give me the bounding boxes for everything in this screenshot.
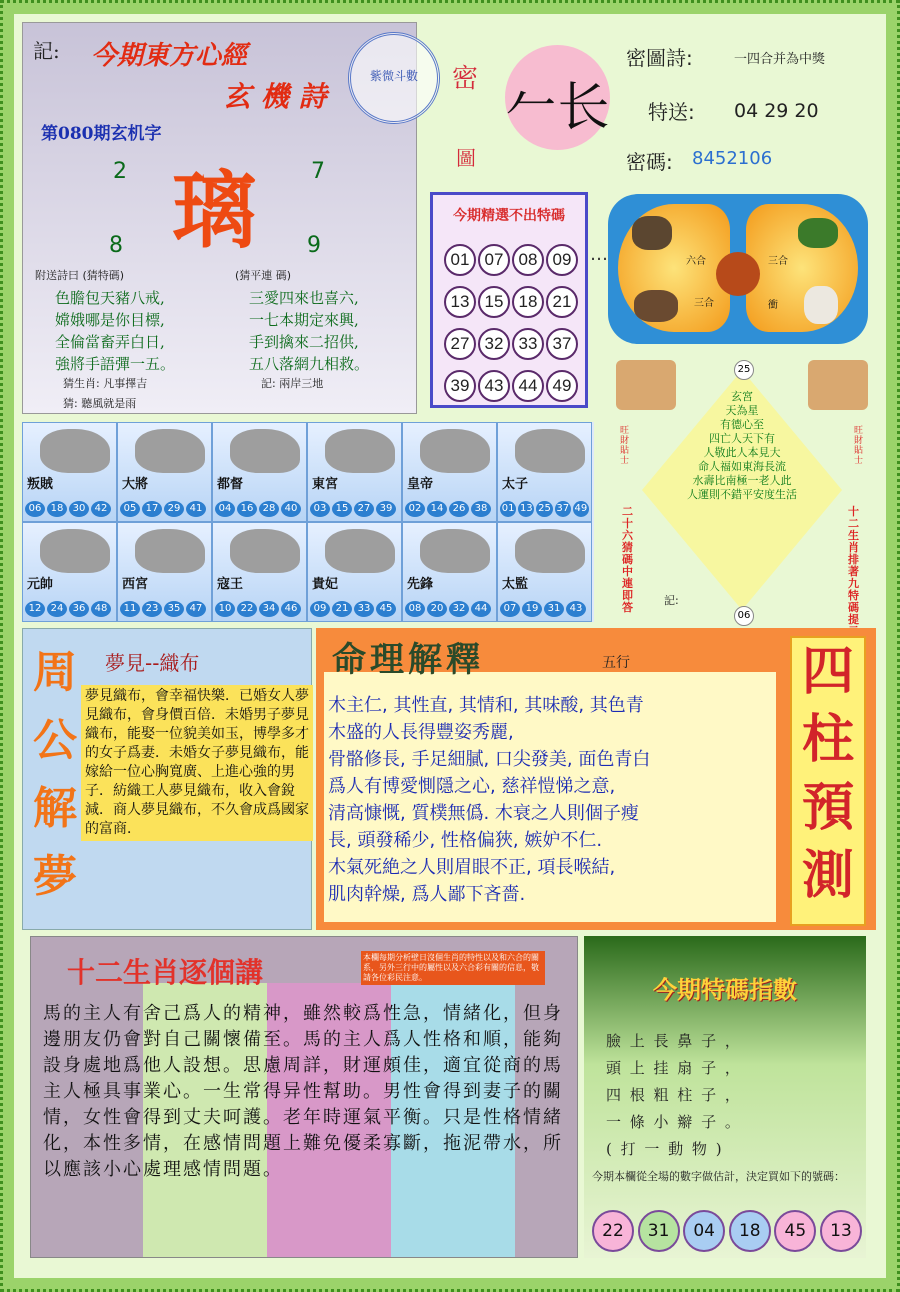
- zodiac-numbers: [120, 601, 209, 617]
- hex-label: 衝: [768, 300, 778, 311]
- zodiac-numbers: [405, 601, 494, 617]
- zodiac-name: 皇帝: [407, 477, 434, 492]
- poem-left-foot2: 猜: 聽風就是雨: [63, 397, 137, 410]
- zodiac-name: 貴妃: [312, 577, 339, 592]
- zodiac-number: 48: [91, 601, 111, 617]
- poem-line: 強將手語彈一五。: [55, 355, 176, 373]
- index-number: 22: [592, 1210, 634, 1252]
- zodiac-number: 40: [281, 501, 301, 517]
- secret-glyph: 𠂉长: [505, 78, 610, 138]
- poem-line: 嫦娥哪是你目標,: [55, 311, 165, 329]
- pick-number: 18: [512, 286, 544, 318]
- index-note: 今期本欄從全場的數字做估計，決定買如下的號碼：: [592, 1170, 845, 1183]
- poem-left-foot1: 猜生肖: 凡事擇吉: [63, 377, 148, 390]
- zodiac-name: 叛賊: [27, 477, 54, 492]
- picks-grid: [443, 239, 583, 407]
- poem-line: 五八落網九相救。: [249, 355, 370, 373]
- index-panel: [584, 936, 866, 1258]
- fate-subtitle: 五行: [602, 655, 630, 671]
- dream-title: 夢見--織布: [105, 651, 200, 675]
- zodiac-number: 45: [376, 601, 396, 617]
- horse-icon: [632, 216, 672, 250]
- corner-num-bl: 8: [109, 233, 123, 258]
- fate-line: 肌肉幹燥, 爲人鄙下吝嗇.: [328, 884, 526, 905]
- zodiac-number: 43: [566, 601, 586, 617]
- pick-number: 01: [444, 244, 476, 276]
- twelve-panel: [30, 936, 578, 1258]
- zodiac-number: 13: [518, 501, 534, 517]
- zodiac-number: 25: [536, 501, 552, 517]
- picks-panel: [430, 192, 588, 408]
- fate-text: [328, 692, 778, 908]
- riddle-line: 一 條 小 辮 子 。: [606, 1113, 742, 1131]
- pick-number: 21: [546, 286, 578, 318]
- zodiac-number: 31: [544, 601, 564, 617]
- zodiac-number: 34: [259, 601, 279, 617]
- zodiac-number: 24: [47, 601, 67, 617]
- fate-line: 爲人有博愛惻隱之心, 慈祥愷悌之意,: [328, 776, 616, 797]
- zodiac-animal-icon: [420, 529, 490, 573]
- pick-number: 07: [478, 244, 510, 276]
- diamond-left-side: 二十六猜碼中連即答: [622, 505, 633, 614]
- index-number: 45: [774, 1210, 816, 1252]
- fate-line: 骨骼修長, 手足細膩, 口尖發美, 面色青白: [328, 749, 651, 770]
- diamond-top-num: 25: [734, 360, 754, 380]
- fate-line: 長, 頭發稀少, 性格偏狹, 嫉妒不仁.: [328, 830, 603, 851]
- zodiac-number: 22: [237, 601, 257, 617]
- zodiac-name: 先鋒: [407, 577, 434, 592]
- corner-num-tl: 2: [113, 159, 127, 184]
- zodiac-number: 17: [142, 501, 162, 517]
- index-number: 31: [638, 1210, 680, 1252]
- zodiac-number: 41: [186, 501, 206, 517]
- zodiac-grid: [22, 422, 594, 622]
- dream-body: 夢見織布，會幸福快樂．已婚女人夢見織布，會身價百倍．未婚男子夢見織布，能娶一位貌美如玉，博學多才的女子爲妻．未婚女子夢見織布，能嫁給一位心胸寬廣、上進心強的男子．紡織工人夢見織布，收入會銳減．商人夢見織布，不久會成爲國家的富商．: [81, 685, 313, 841]
- riddle: [606, 1028, 742, 1163]
- poem-right: [249, 287, 369, 375]
- zodiac-number: 04: [215, 501, 235, 517]
- poem-line: 全倫當畜弄白日,: [55, 333, 165, 351]
- zodiac-cell: [402, 522, 497, 622]
- fate-side-title: 四柱預測: [801, 641, 854, 906]
- riddle-line: 臉 上 長 鼻 子 ，: [606, 1032, 742, 1050]
- fate-line: 木盛的人長得豐姿秀麗,: [328, 722, 514, 743]
- zodiac-cell: [117, 422, 212, 522]
- big-char: 璃: [171, 161, 256, 260]
- diamond-line: 人運則不錯平安度生活: [687, 488, 797, 501]
- zodiac-animal-icon: [325, 429, 395, 473]
- zodiac-cell: [212, 522, 307, 622]
- title-line-2: 玄 機 詩: [223, 80, 327, 113]
- corner-num-br: 9: [307, 233, 321, 258]
- seal-text: 紫微斗數: [369, 69, 418, 83]
- zodiac-numbers: [310, 501, 399, 517]
- ox-icon: [634, 290, 678, 322]
- zodiac-number: 07: [500, 601, 520, 617]
- title-line-1: 今期東方心經: [91, 41, 248, 71]
- diamond-line: 天為星: [725, 404, 759, 417]
- zodiac-numbers: [25, 601, 114, 617]
- zodiac-animal-icon: [40, 429, 110, 473]
- zodiac-animal-icon: [230, 529, 300, 573]
- zodiac-number: 09: [310, 601, 330, 617]
- zodiac-cell: [307, 522, 402, 622]
- zodiac-numbers: [500, 501, 589, 517]
- fate-panel: [316, 628, 876, 930]
- fate-line: 清高慷慨, 質樸無僞. 木衰之人則個子瘦: [328, 803, 639, 824]
- zodiac-number: 32: [449, 601, 469, 617]
- zodiac-cell: [497, 422, 592, 522]
- zodiac-number: 33: [354, 601, 374, 617]
- dream-side-title: 周公解夢: [33, 647, 77, 902]
- zodiac-name: 太監: [502, 577, 529, 592]
- zodiac-name: 太子: [502, 477, 529, 492]
- zodiac-number: 35: [164, 601, 184, 617]
- index-title: 今期特碼指數: [653, 975, 797, 1004]
- zodiac-number: 49: [573, 501, 589, 517]
- picks-dots: …: [590, 244, 608, 265]
- zodiac-number: 14: [427, 501, 447, 517]
- diamond-line: 水壽比南極一老人此: [692, 474, 792, 487]
- riddle-line: ( 打 一 動 物 ): [606, 1140, 724, 1158]
- diamond-line: 人敬此人本見大: [703, 446, 781, 459]
- fate-line: 木主仁, 其性直, 其情和, 其味酸, 其色青: [328, 695, 644, 716]
- pick-number: 13: [444, 286, 476, 318]
- issue-label: 第080期玄机字: [41, 124, 162, 144]
- rooster-icon: [716, 252, 760, 296]
- twelve-note: 本欄每期分析壁日沒個生肖的特性以及和六合的關系，另外三行中的屬性以及六合彩有關的信息，敬請各位彩民注意。: [361, 951, 545, 985]
- zodiac-number: 11: [120, 601, 140, 617]
- zodiac-number: 18: [47, 501, 67, 517]
- pick-number: 27: [444, 328, 476, 360]
- zodiac-number: 05: [120, 501, 140, 517]
- zodiac-numbers: [310, 601, 399, 617]
- diamond-footnote: 記:: [664, 594, 679, 607]
- riddle-line: 頭 上 挂 扇 子 ，: [606, 1059, 742, 1077]
- zodiac-name: 寇王: [217, 577, 244, 592]
- poem-line: 三愛四來也喜六,: [249, 289, 359, 307]
- zodiac-cell: [22, 422, 117, 522]
- zodiac-animal-icon: [230, 429, 300, 473]
- zodiac-number: 23: [142, 601, 162, 617]
- index-number: 18: [729, 1210, 771, 1252]
- zodiac-number: 46: [281, 601, 301, 617]
- zodiac-number: 08: [405, 601, 425, 617]
- send-value: 04 29 20: [734, 100, 819, 122]
- zodiac-name: 西宮: [122, 577, 149, 592]
- code-value: 8452106: [692, 148, 773, 169]
- prefix-label: 記:: [33, 39, 60, 63]
- mi-label: 密: [452, 64, 479, 94]
- fate-side-box: [790, 636, 866, 926]
- zodiac-number: 38: [471, 501, 491, 517]
- zodiac-numbers: [500, 601, 589, 617]
- zodiac-number: 28: [259, 501, 279, 517]
- zodiac-number: 27: [354, 501, 374, 517]
- zodiac-number: 47: [186, 601, 206, 617]
- zodiac-number: 06: [25, 501, 45, 517]
- zodiac-number: 16: [237, 501, 257, 517]
- poem-left: [55, 287, 175, 375]
- diamond-panel: [608, 356, 876, 624]
- corner-num-tr: 7: [311, 159, 325, 184]
- zodiac-animal-icon: [515, 429, 585, 473]
- zodiac-cell: [402, 422, 497, 522]
- zodiac-name: 大將: [122, 477, 149, 492]
- picks-title: 今期精選不出特碼: [453, 208, 565, 224]
- zodiac-name: 東宮: [312, 477, 339, 492]
- rabbit-icon: [804, 286, 838, 324]
- zodiac-number: 44: [471, 601, 491, 617]
- zodiac-cell: [212, 422, 307, 522]
- zodiac-number: 02: [405, 501, 425, 517]
- zodiac-animal-icon: [135, 429, 205, 473]
- zodiac-name: 都督: [217, 477, 244, 492]
- secret-glyph-circle: [505, 45, 610, 150]
- zodiac-number: 12: [25, 601, 45, 617]
- zodiac-number: 37: [555, 501, 571, 517]
- index-number: 13: [820, 1210, 862, 1252]
- secret-info: [626, 40, 876, 180]
- index-numbers: [592, 1210, 862, 1252]
- zodiac-animal-icon: [515, 529, 585, 573]
- zodiac-number: 26: [449, 501, 469, 517]
- poem-right-foot: 記: 兩岸三地: [261, 377, 324, 390]
- pick-number: 32: [478, 328, 510, 360]
- zodiac-number: 01: [500, 501, 516, 517]
- zodiac-cell: [117, 522, 212, 622]
- zodiac-number: 42: [91, 501, 111, 517]
- poem-line: 色膽包天豬八戒,: [55, 289, 165, 307]
- zodiac-cell: [307, 422, 402, 522]
- fate-line: 木氣死絶之人則眉眼不正, 項長喉結,: [328, 857, 616, 878]
- zodiac-numbers: [25, 501, 114, 517]
- diamond-text: [642, 390, 842, 502]
- pick-number: 49: [546, 370, 578, 402]
- pick-number: 37: [546, 328, 578, 360]
- zodiac-numbers: [120, 501, 209, 517]
- zodiac-number: 36: [69, 601, 89, 617]
- diamond-bottom-num: 06: [734, 606, 754, 626]
- diamond-right-side: 十二生肖排著九特碼提: [848, 505, 859, 626]
- diamond-line: 四亡人天下有: [709, 432, 775, 445]
- zodiac-cell: [497, 522, 592, 622]
- hex-label: 三合: [768, 256, 788, 267]
- index-number: 04: [683, 1210, 725, 1252]
- twelve-title: 十二生肖逐個講: [67, 956, 264, 989]
- poem-value: 一四合并為中獎: [734, 52, 826, 67]
- poem-left-heading: 附送詩曰 (猜特碼): [35, 269, 125, 282]
- hex-label: 六合: [686, 256, 706, 267]
- pick-number: 33: [512, 328, 544, 360]
- zodiac-number: 19: [522, 601, 542, 617]
- dream-panel: [22, 628, 312, 930]
- hexagram-panel: [608, 194, 868, 344]
- poem-line: 一七本期定來興,: [249, 311, 359, 329]
- zodiac-cell: [22, 522, 117, 622]
- pick-number: 08: [512, 244, 544, 276]
- pick-number: 39: [444, 370, 476, 402]
- pick-number: 43: [478, 370, 510, 402]
- zodiac-animal-icon: [135, 529, 205, 573]
- diamond-line: 玄宮: [731, 390, 753, 403]
- zodiac-number: 15: [332, 501, 352, 517]
- zodiac-numbers: [215, 601, 304, 617]
- zodiac-number: 20: [427, 601, 447, 617]
- zodiac-number: 29: [164, 501, 184, 517]
- fate-title: 命理解釋: [332, 640, 484, 680]
- zodiac-animal-icon: [40, 529, 110, 573]
- zodiac-numbers: [405, 501, 494, 517]
- diamond-line: 有德心至: [720, 418, 764, 431]
- tu-label: 圖: [456, 146, 476, 170]
- poem-label: 密圖詩:: [626, 46, 693, 70]
- zodiac-number: 30: [69, 501, 89, 517]
- zodiac-name: 元帥: [27, 577, 54, 592]
- poem-right-heading: (猜平連 碼): [235, 269, 292, 282]
- seal-stamp: [348, 32, 440, 124]
- zodiac-number: 03: [310, 501, 330, 517]
- twelve-body: 馬的主人有舍己爲人的精神，雖然較爲性急，情緒化，但身邊朋友仍會對自己關懷備至。馬的主人爲人性格和順，能夠設身處地爲他人設想。思慮周詳，財運頗佳，適宜從商的馬主人極具事業心。一生常得异性幫助。男性會得到妻子的關情，女性會得到丈夫呵護。老年時運氣平衡。只是性格情緒化，本性多情，在感情問題上難免優柔寡斷，拖泥帶水，所以應該小心處理感情問題。: [43, 1003, 563, 1180]
- send-label: 特送:: [648, 100, 695, 124]
- pick-number: 44: [512, 370, 544, 402]
- hex-label: 三合: [694, 298, 714, 309]
- snake-icon: [798, 218, 838, 248]
- zodiac-numbers: [215, 501, 304, 517]
- diamond-line: 命人福如東海長流: [698, 460, 786, 473]
- riddle-line: 四 根 粗 柱 子 ，: [606, 1086, 742, 1104]
- diamond-left-tag: 旺財貼士: [620, 426, 630, 466]
- zodiac-number: 39: [376, 501, 396, 517]
- diamond-right-tag: 旺財貼士: [854, 426, 864, 466]
- zodiac-animal-icon: [420, 429, 490, 473]
- poem-line: 手到擒來二招供,: [249, 333, 359, 351]
- pick-number: 09: [546, 244, 578, 276]
- zodiac-number: 10: [215, 601, 235, 617]
- code-label: 密碼:: [626, 150, 673, 174]
- pick-number: 15: [478, 286, 510, 318]
- zodiac-number: 21: [332, 601, 352, 617]
- zodiac-animal-icon: [325, 529, 395, 573]
